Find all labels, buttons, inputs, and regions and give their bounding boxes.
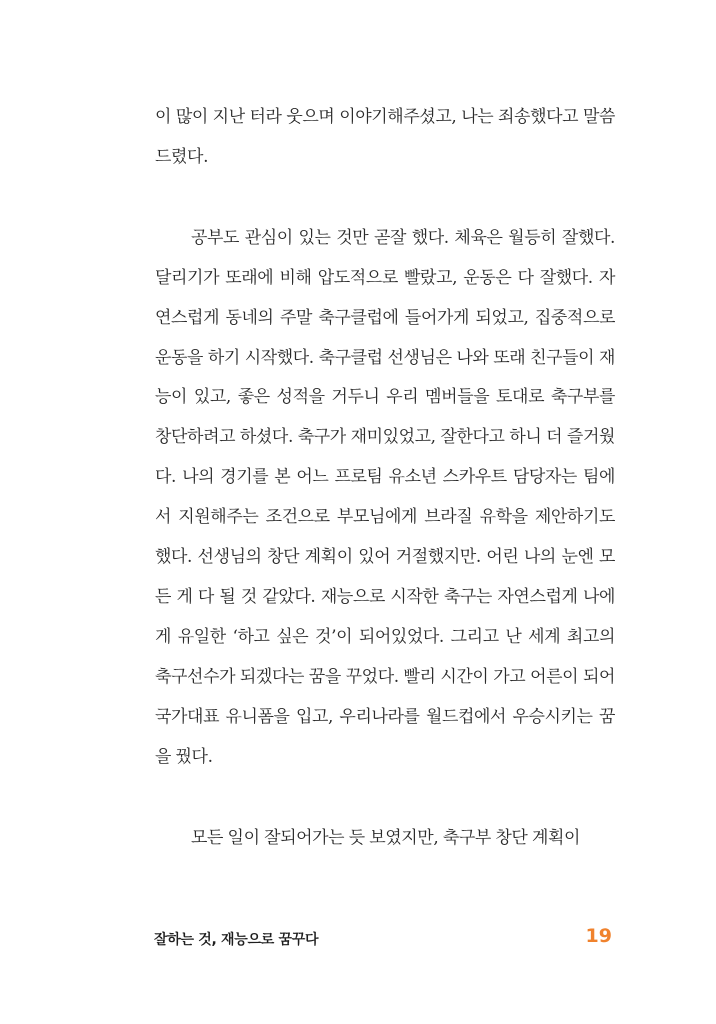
paragraph-next: 모든 일이 잘되어가는 듯 보였지만, 축구부 창단 계획이: [191, 827, 581, 848]
body-text: [155, 98, 615, 858]
paragraph-gap: [155, 778, 615, 819]
page-number: 19: [585, 925, 612, 947]
paragraph-continued: 이 많이 지난 터라 웃으며 이야기해주셨고, 나는 죄송했다고 말씀드렸다.: [155, 107, 615, 167]
running-footer-title: 잘하는 것, 재능으로 꿈꾸다: [154, 932, 319, 948]
paragraph-gap: [155, 178, 615, 219]
paragraph-talent: 공부도 관심이 있는 것만 곧잘 했다. 체육은 월등히 잘했다. 달리기가 또래에 비해 압도적으로 빨랐고, 운동은 다 잘했다. 자연스럽게 동네의 주말 축구클럽에 들어가게 되었고, 집중적으로 운동을 하기 시작했다. 축구클럽 선생님은 나와 또래 친구들이 재능이 있고, 좋은 성적을 거두니 우리 멤버들을 토대로 축구부를 창단하려고 하셨다. 축구가 재미있었고, 잘한다고 하니 더 즐거웠다. 나의 경기를 본 어느 프로팀 유소년 스카우트 담당자는 팀에서 지원해주는 조건으로 부모님에게 브라질 유학을 제안하기도 했다. 선생님의 창단 계획이 있어 거절했지만. 어린 나의 눈엔 모든 게 다 될 것 같았다. 재능으로 시작한 축구는 자연스럽게 나에게 유일한 ‘하고 싶은 것’이 되어있었다. 그리고 난 세계 최고의 축구선수가 되겠다는 꿈을 꾸었다. 빨리 시간이 가고 어른이 되어 국가대표 유니폼을 입고, 우리나라를 월드컵에서 우승시키는 꿈을 꿨다.: [155, 227, 615, 767]
